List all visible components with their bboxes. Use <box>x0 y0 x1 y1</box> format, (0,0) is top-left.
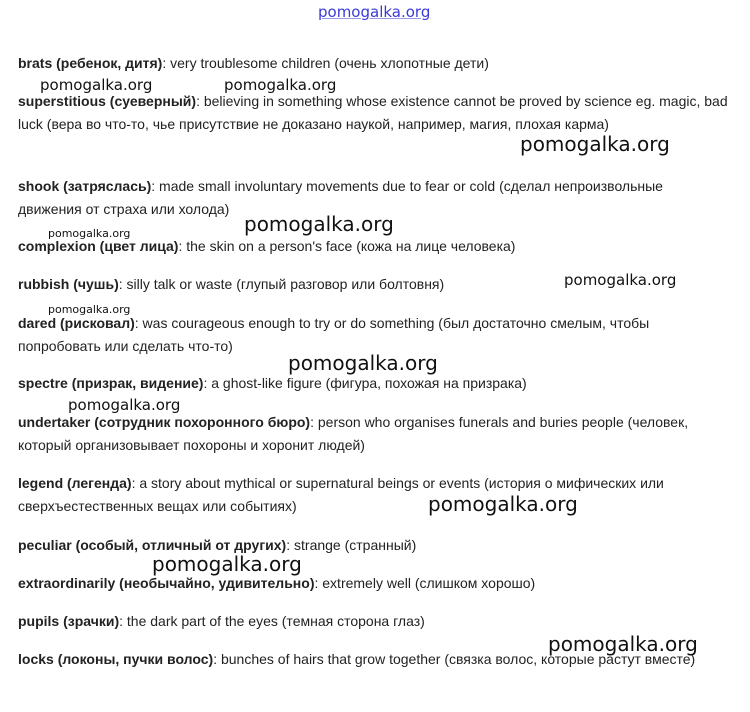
entry-definition: : silly talk or waste (глупый разговор или болтовня) <box>118 276 445 292</box>
glossary-entry-extraordinarily <box>18 572 730 595</box>
watermark: pomogalka.org <box>48 303 131 316</box>
entry-definition: : person who organises funerals and buries people (человек, который организовывает похороны и хоронит людей) <box>18 414 689 453</box>
entry-term: spectre (призрак, видение) <box>18 375 204 391</box>
watermark: pomogalka.org <box>68 396 181 414</box>
entry-definition: : the dark part of the eyes (темная сторона глаз) <box>119 613 425 629</box>
entry-term: legend (легенда) <box>18 475 132 491</box>
entry-definition: : made small involuntary movements due to fear or cold (сделал непроизвольные движения от страха или холода) <box>18 178 663 217</box>
entry-term: superstitious (суеверный) <box>18 93 197 109</box>
entry-definition: : bunches of hairs that grow together (связка волос, которые растут вместе) <box>213 651 696 667</box>
glossary-entry-superstitious <box>18 90 730 136</box>
glossary-entry-peculiar <box>18 534 730 557</box>
entry-term: extraordinarily (необычайно, удивительно) <box>18 575 315 591</box>
watermark: pomogalka.org <box>48 227 131 240</box>
glossary-entry-undertaker <box>18 411 730 457</box>
watermark: pomogalka.org <box>244 212 394 236</box>
entry-term: peculiar (особый, отличный от других) <box>18 537 287 553</box>
watermark: pomogalka.org <box>152 552 302 576</box>
glossary-entry-pupils <box>18 610 730 633</box>
site-header-link[interactable]: pomogalka.org <box>318 3 431 21</box>
entry-term: shook (затряслась) <box>18 178 152 194</box>
glossary-entry-brats <box>18 52 730 75</box>
glossary-entry-legend <box>18 472 730 518</box>
watermark: pomogalka.org <box>40 76 153 94</box>
watermark: pomogalka.org <box>428 492 578 516</box>
entry-term: complexion (цвет лица) <box>18 238 179 254</box>
entry-term: pupils (зрачки) <box>18 613 120 629</box>
entry-definition: : a story about mythical or supernatural beings or events (история о мифических или сверхъестественных вещах или событиях) <box>18 475 664 514</box>
entry-definition: : extremely well (слишком хорошо) <box>314 575 536 591</box>
entry-definition: : a ghost-like figure (фигура, похожая на призрака) <box>203 375 527 391</box>
watermark: pomogalka.org <box>224 76 337 94</box>
entry-term: dared (рисковал) <box>18 315 135 331</box>
watermark: pomogalka.org <box>564 271 677 289</box>
watermark: pomogalka.org <box>520 132 670 156</box>
entry-definition: : was courageous enough to try or do something (был достаточно смелым, чтобы попробовать или сделать что-то) <box>18 315 650 354</box>
entry-term: undertaker (сотрудник похоронного бюро) <box>18 414 311 430</box>
glossary-entry-spectre <box>18 372 730 395</box>
entry-term: locks (локоны, пучки волос) <box>18 651 214 667</box>
entry-term: brats (ребенок, дитя) <box>18 55 163 71</box>
entry-term: rubbish (чушь) <box>18 276 119 292</box>
entry-definition: : very troublesome children (очень хлопотные дети) <box>162 55 489 71</box>
watermark: pomogalka.org <box>288 351 438 375</box>
entry-definition: : believing in something whose existence cannot be proved by science eg. magic, bad luck (вера во что-то, чье присутствие не доказано наукой, например, магия, плохая карма) <box>18 93 728 132</box>
entry-definition: : the skin on a person's face (кожа на лице человека) <box>178 238 516 254</box>
watermark: pomogalka.org <box>548 632 698 656</box>
entry-definition: : strange (странный) <box>286 537 417 553</box>
